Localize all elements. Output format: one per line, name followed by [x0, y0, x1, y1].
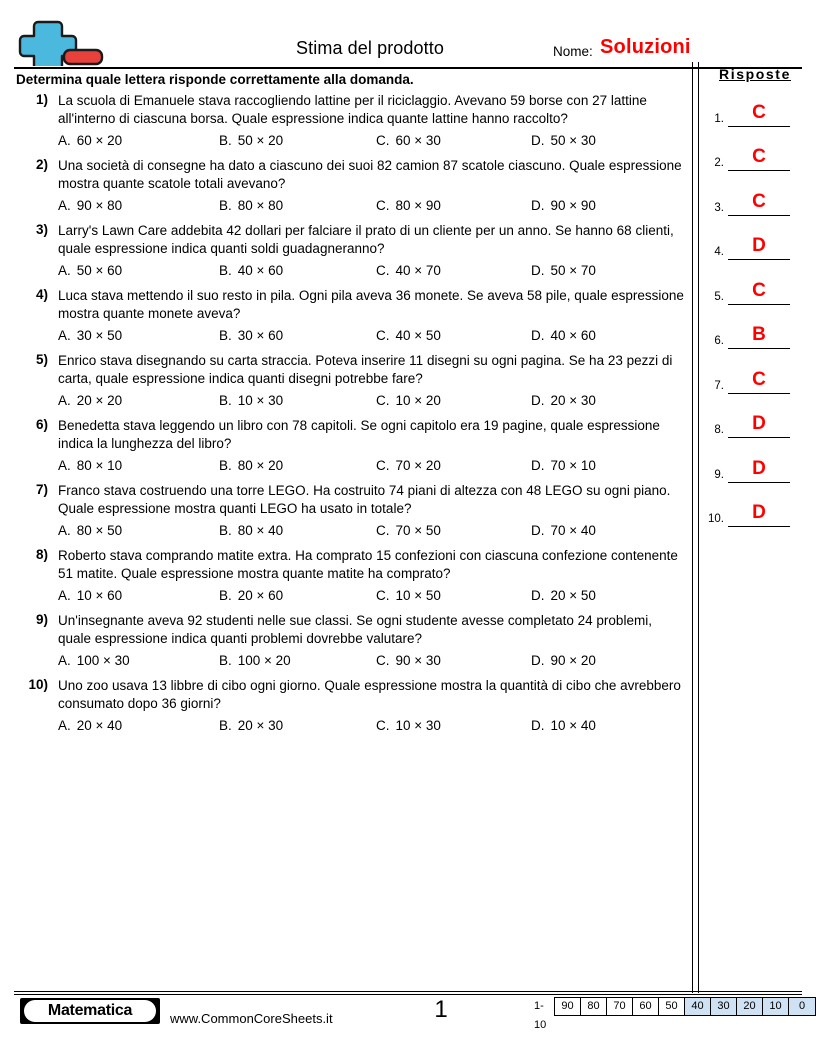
question-option[interactable] — [531, 326, 671, 346]
question-number: 4) — [35, 287, 48, 302]
option-value: 30 × 60 — [237, 328, 284, 343]
question-options — [14, 521, 686, 541]
question-option[interactable] — [58, 391, 219, 411]
score-cell[interactable]: 0 — [789, 998, 815, 1015]
question-option[interactable] — [219, 521, 376, 541]
option-letter: A. — [58, 718, 71, 733]
option-value: 50 × 20 — [237, 133, 284, 148]
answer-input-slot[interactable] — [728, 191, 790, 216]
page-title: Stima del prodotto — [296, 38, 444, 58]
question-block — [14, 92, 686, 151]
option-letter: C. — [376, 263, 390, 278]
answer-input-slot[interactable] — [728, 146, 790, 171]
answer-letter: C — [752, 190, 766, 212]
option-letter: D. — [531, 588, 545, 603]
option-value: 70 × 40 — [550, 523, 596, 538]
question-option[interactable] — [58, 196, 219, 216]
option-letter: C. — [376, 523, 390, 538]
option-letter: D. — [531, 653, 545, 668]
option-letter: B. — [219, 393, 232, 408]
option-letter: C. — [376, 718, 390, 733]
option-letter: A. — [58, 263, 71, 278]
question-option[interactable] — [219, 261, 376, 281]
answer-row-number: 9. — [714, 468, 724, 481]
option-letter: D. — [531, 263, 545, 278]
question-options — [14, 326, 686, 346]
question-option[interactable] — [376, 651, 531, 671]
answer-row — [700, 127, 806, 172]
question-text: Luca stava mettendo il suo resto in pila. Ogni pila aveva 36 monete. Se aveva 58 pile, quale espressione mostra quante monete aveva? — [58, 288, 684, 321]
option-value: 10 × 30 — [395, 718, 441, 733]
option-letter: B. — [219, 198, 232, 213]
option-value: 100 × 20 — [237, 653, 291, 668]
question-options — [14, 261, 686, 281]
question-number: 7) — [35, 482, 48, 497]
question-options — [14, 651, 686, 671]
footer-divider — [14, 991, 802, 995]
question-option[interactable] — [376, 586, 531, 606]
option-letter: C. — [376, 458, 390, 473]
answer-input-slot[interactable] — [728, 369, 790, 394]
option-value: 80 × 50 — [76, 523, 123, 538]
question-block — [14, 417, 686, 476]
option-letter: C. — [376, 588, 390, 603]
option-letter: D. — [531, 718, 545, 733]
questions-list — [14, 92, 686, 742]
answer-row — [700, 260, 806, 305]
answer-row — [700, 394, 806, 439]
question-option[interactable] — [219, 131, 376, 151]
score-cell[interactable]: 30 — [711, 998, 737, 1015]
option-value: 50 × 70 — [550, 263, 596, 278]
option-value: 80 × 90 — [395, 198, 441, 213]
option-letter: A. — [58, 133, 71, 148]
question-head — [14, 352, 686, 388]
score-cell[interactable]: 40 — [685, 998, 711, 1015]
option-value: 80 × 40 — [237, 523, 284, 538]
option-value: 20 × 60 — [237, 588, 284, 603]
answer-letter: C — [752, 368, 766, 390]
option-value: 80 × 80 — [237, 198, 284, 213]
option-letter: D. — [531, 328, 545, 343]
question-option[interactable] — [531, 586, 671, 606]
option-letter: D. — [531, 198, 545, 213]
option-letter: B. — [219, 523, 232, 538]
answer-row-number: 6. — [714, 335, 724, 347]
option-value: 20 × 20 — [76, 393, 123, 408]
question-option[interactable] — [219, 716, 376, 736]
answers-panel — [700, 66, 806, 527]
option-value: 10 × 40 — [550, 718, 596, 733]
instruction-text: Determina quale lettera risponde correttamente alla domanda. — [16, 72, 414, 87]
answer-row-number: 2. — [714, 157, 724, 169]
option-value: 100 × 30 — [76, 653, 130, 668]
question-head — [14, 287, 686, 323]
score-cell[interactable]: 50 — [659, 998, 685, 1015]
score-cells-container — [554, 997, 816, 1016]
question-text: Uno zoo usava 13 libbre di cibo ogni giorno. Quale espressione mostra la quantità di cibo che avrebbero consumato dopo 36 giorni? — [58, 678, 681, 711]
option-value: 40 × 60 — [550, 328, 596, 343]
question-text: Roberto stava comprando matite extra. Ha comprato 15 confezioni con ciascuna confezione contenente 51 matite. Quale espressione mostra quante matite ha comprato? — [58, 548, 678, 581]
option-letter: D. — [531, 133, 545, 148]
option-letter: B. — [219, 263, 232, 278]
page-header — [0, 0, 816, 68]
option-value: 40 × 70 — [395, 263, 441, 278]
score-cell[interactable]: 80 — [581, 998, 607, 1015]
answer-row-number: 4. — [714, 246, 724, 258]
question-number: 8) — [35, 547, 48, 562]
score-cell[interactable]: 90 — [555, 998, 581, 1015]
answer-row — [700, 82, 806, 127]
answer-row — [700, 438, 806, 483]
option-value: 10 × 60 — [76, 588, 123, 603]
question-option[interactable] — [219, 456, 376, 476]
question-option[interactable] — [531, 196, 671, 216]
answer-row — [700, 483, 806, 528]
question-text: Enrico stava disegnando su carta straccia. Poteva inserire 11 disegni su ogni pagina. Se ha 23 pezzi di carta, quale espressione indica quanti disegni potrebbe fare? — [58, 353, 673, 386]
option-value: 90 × 20 — [550, 653, 596, 668]
answer-letter: D — [752, 235, 766, 256]
answer-row-number: 1. — [714, 112, 724, 125]
answer-input-slot[interactable] — [728, 502, 790, 527]
question-block — [14, 677, 686, 736]
question-number: 1) — [35, 92, 48, 107]
option-letter: C. — [376, 653, 390, 668]
answer-letter: B — [752, 324, 766, 345]
question-block — [14, 612, 686, 671]
brand-label: Matematica — [47, 1002, 133, 1019]
option-letter: B. — [219, 328, 232, 343]
option-value: 40 × 60 — [237, 263, 284, 278]
option-letter: A. — [58, 588, 71, 603]
question-number: 9) — [35, 612, 48, 627]
option-letter: C. — [376, 328, 390, 343]
option-value: 70 × 20 — [395, 458, 441, 473]
option-value: 10 × 20 — [395, 393, 441, 408]
option-letter: B. — [219, 588, 232, 603]
answer-row-number: 8. — [714, 424, 724, 436]
answer-letter: C — [752, 279, 766, 301]
score-cell[interactable]: 60 — [633, 998, 659, 1015]
question-option[interactable] — [58, 326, 219, 346]
answer-row-number: 3. — [714, 201, 724, 214]
question-option[interactable] — [531, 651, 671, 671]
answer-row — [700, 349, 806, 394]
question-option[interactable] — [219, 586, 376, 606]
option-letter: D. — [531, 458, 545, 473]
question-options — [14, 131, 686, 151]
question-option[interactable] — [531, 131, 671, 151]
plus-minus-logo-icon — [14, 20, 110, 66]
option-letter: B. — [219, 718, 232, 733]
option-letter: B. — [219, 458, 232, 473]
question-options — [14, 716, 686, 736]
name-label: Nome: — [553, 44, 593, 59]
answer-row-number: 5. — [714, 290, 724, 303]
option-letter: C. — [376, 133, 390, 148]
option-value: 40 × 50 — [395, 328, 441, 343]
option-letter: A. — [58, 198, 71, 213]
question-option[interactable] — [376, 131, 531, 151]
question-option[interactable] — [219, 391, 376, 411]
question-option[interactable] — [58, 586, 219, 606]
question-options — [14, 456, 686, 476]
question-text: La scuola di Emanuele stava raccogliendo lattine per il riciclaggio. Avevano 59 borse con 27 lattine all'interno di ciascuna borsa. Quale espressione indica quante lattine hanno raccolto? — [58, 93, 647, 126]
question-block — [14, 222, 686, 281]
option-value: 90 × 90 — [550, 198, 596, 213]
answer-letter: D — [752, 457, 766, 479]
answer-row — [700, 171, 806, 216]
option-value: 30 × 50 — [76, 328, 123, 343]
option-letter: D. — [531, 523, 545, 538]
page-number: 1 — [434, 996, 448, 1023]
score-cell[interactable]: 20 — [737, 998, 763, 1015]
option-letter: D. — [531, 393, 545, 408]
question-option[interactable] — [219, 326, 376, 346]
question-head — [14, 222, 686, 258]
question-number: 10) — [28, 677, 48, 692]
option-letter: A. — [58, 328, 71, 343]
answer-row — [700, 216, 806, 261]
question-option[interactable] — [531, 716, 671, 736]
option-value: 50 × 30 — [550, 133, 596, 148]
option-value: 60 × 20 — [76, 133, 123, 148]
question-block — [14, 352, 686, 411]
option-value: 60 × 30 — [395, 133, 441, 148]
option-value: 80 × 10 — [76, 458, 123, 473]
answer-input-slot[interactable] — [728, 458, 790, 483]
question-block — [14, 482, 686, 541]
option-value: 20 × 40 — [76, 718, 123, 733]
answer-rows-container — [700, 82, 806, 527]
question-option[interactable] — [58, 521, 219, 541]
question-option[interactable] — [531, 521, 671, 541]
question-option[interactable] — [376, 326, 531, 346]
brand-badge — [20, 998, 160, 1024]
question-option[interactable] — [376, 196, 531, 216]
question-head — [14, 482, 686, 518]
question-option[interactable] — [531, 391, 671, 411]
question-block — [14, 287, 686, 346]
question-text: Franco stava costruendo una torre LEGO. Ha costruito 74 piani di altezza con 48 LEGO su ogni piano. Quale espressione mostra quanti LEGO ha usato in totale? — [58, 483, 671, 516]
question-text: Una società di consegne ha dato a ciascuno dei suoi 82 camion 87 scatole ciascuno. Quale espressione mostra quante scatole totali avevano? — [58, 158, 682, 191]
option-value: 20 × 30 — [237, 718, 284, 733]
answer-input-slot[interactable] — [728, 324, 790, 349]
option-value: 10 × 50 — [395, 588, 441, 603]
question-option[interactable] — [58, 651, 219, 671]
answer-row — [700, 305, 806, 350]
question-options — [14, 391, 686, 411]
answer-input-slot[interactable] — [728, 235, 790, 260]
question-text: Benedetta stava leggendo un libro con 78 capitoli. Se ogni capitolo era 19 pagine, quale espressione indica la lunghezza del libro? — [58, 418, 660, 451]
answer-letter: C — [752, 146, 766, 167]
question-block — [14, 547, 686, 606]
option-letter: A. — [58, 458, 71, 473]
question-text: Un'insegnante aveva 92 studenti nelle sue classi. Se ogni studente avesse completato 24 problemi, quale espressione indica quanti problemi dovrebbe valutare? — [58, 613, 652, 646]
question-number: 5) — [35, 352, 48, 367]
option-value: 70 × 10 — [550, 458, 596, 473]
answers-divider — [692, 62, 699, 993]
header-divider — [14, 67, 802, 69]
option-value: 80 × 20 — [237, 458, 284, 473]
question-option[interactable] — [219, 196, 376, 216]
score-cell[interactable]: 70 — [607, 998, 633, 1015]
question-option[interactable] — [376, 261, 531, 281]
option-letter: B. — [219, 133, 232, 148]
option-value: 20 × 30 — [550, 393, 596, 408]
question-number: 2) — [35, 157, 48, 172]
answer-input-slot[interactable] — [728, 102, 790, 127]
question-head — [14, 417, 686, 453]
question-number: 6) — [35, 417, 48, 432]
question-option[interactable] — [58, 131, 219, 151]
site-url: www.CommonCoreSheets.it — [170, 1011, 333, 1026]
answers-panel-title: Risposte — [719, 66, 791, 82]
question-options — [14, 196, 686, 216]
question-head — [14, 157, 686, 193]
question-option[interactable] — [58, 716, 219, 736]
question-head — [14, 547, 686, 583]
option-value: 50 × 60 — [76, 263, 123, 278]
question-head — [14, 612, 686, 648]
answer-row-number: 7. — [714, 379, 724, 392]
answer-input-slot[interactable] — [728, 280, 790, 305]
option-letter: A. — [58, 523, 71, 538]
question-option[interactable] — [58, 261, 219, 281]
brand-pill — [24, 1000, 156, 1022]
option-value: 90 × 30 — [395, 653, 441, 668]
question-option[interactable] — [376, 521, 531, 541]
question-option[interactable] — [219, 651, 376, 671]
answer-row-number: 10. — [708, 513, 724, 525]
score-range-label: 1-10 — [534, 1000, 547, 1031]
option-letter: A. — [58, 393, 71, 408]
answer-letter: C — [752, 101, 766, 123]
name-value: Soluzioni — [600, 36, 691, 58]
question-option[interactable] — [58, 456, 219, 476]
question-text: Larry's Lawn Care addebita 42 dollari per falciare il prato di un cliente per un anno. Se hanno 68 clienti, quale espressione indica quanti soldi guadagneranno? — [58, 223, 674, 256]
question-option[interactable] — [531, 456, 671, 476]
score-strip — [534, 997, 816, 1031]
question-head — [14, 677, 686, 713]
question-block — [14, 157, 686, 216]
score-cell[interactable]: 10 — [763, 998, 789, 1015]
option-value: 20 × 50 — [550, 588, 596, 603]
option-letter: B. — [219, 653, 232, 668]
question-option[interactable] — [376, 456, 531, 476]
option-value: 90 × 80 — [76, 198, 123, 213]
answer-letter: D — [752, 502, 766, 523]
option-letter: C. — [376, 198, 390, 213]
answer-input-slot[interactable] — [728, 413, 790, 438]
option-letter: A. — [58, 653, 71, 668]
question-options — [14, 586, 686, 606]
option-value: 70 × 50 — [395, 523, 441, 538]
question-option[interactable] — [376, 391, 531, 411]
question-number: 3) — [35, 222, 48, 237]
option-value: 10 × 30 — [237, 393, 284, 408]
option-letter: C. — [376, 393, 390, 408]
question-option[interactable] — [376, 716, 531, 736]
question-option[interactable] — [531, 261, 671, 281]
question-head — [14, 92, 686, 128]
answer-letter: D — [752, 413, 766, 434]
